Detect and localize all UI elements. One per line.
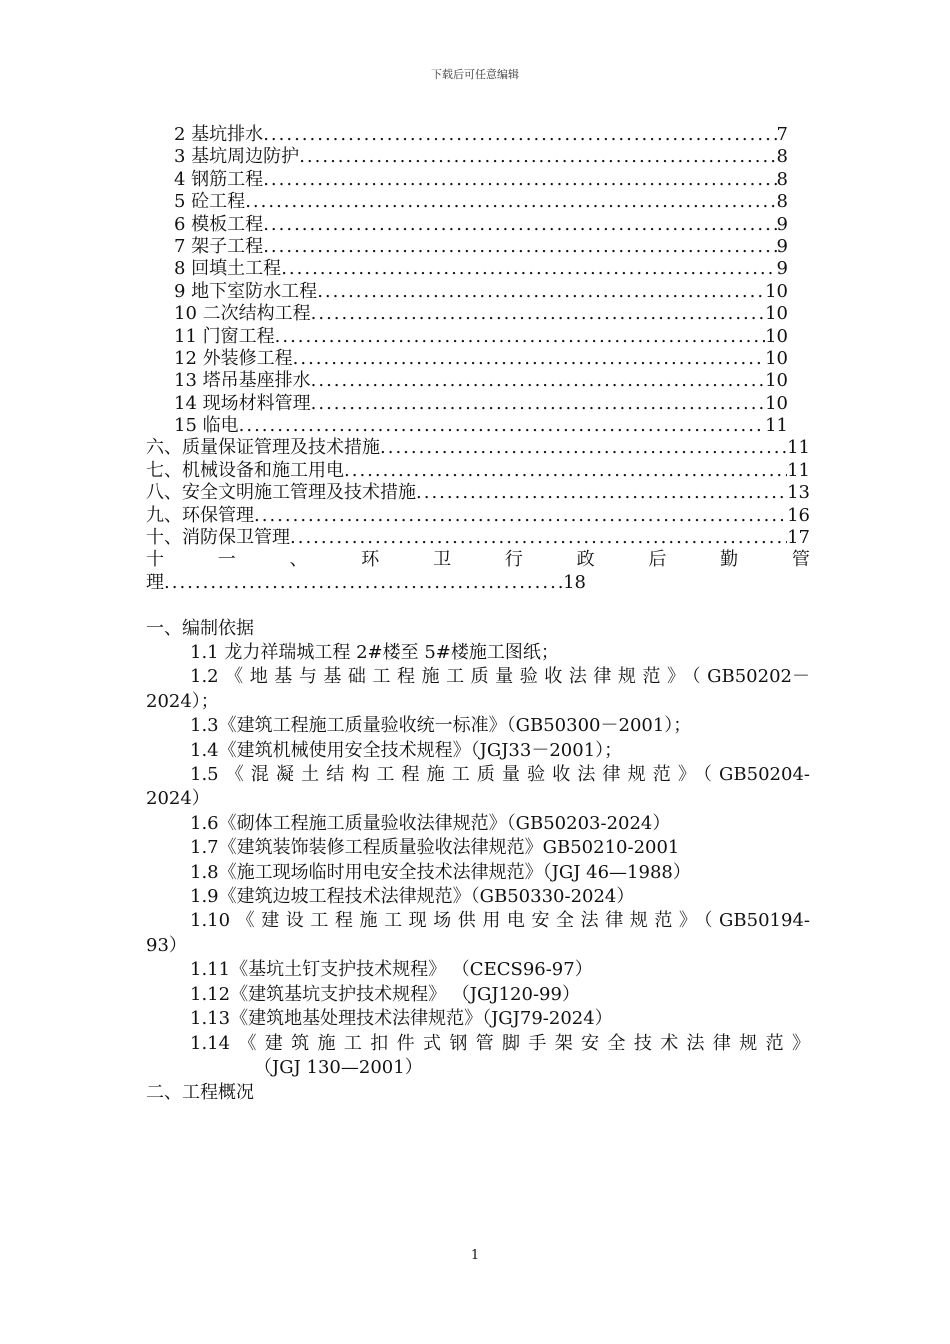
reference-text: 1.4《建筑机械使用安全技术规程》（JGJ33－2001）； (190, 739, 623, 761)
toc-item[interactable] (146, 326, 788, 348)
reference-item (146, 909, 810, 933)
toc-label-char: 管 (791, 549, 810, 571)
toc-page-number: 11 (787, 437, 810, 459)
toc-label: 九、环保管理 (146, 504, 254, 526)
toc-label-char: 政 (576, 549, 595, 571)
toc-page-number: 8 (776, 146, 788, 168)
toc-leader-dots (293, 348, 765, 370)
toc-label: 9 地下室防水工程 (174, 280, 318, 302)
toc-leader-dots (263, 214, 776, 236)
toc-leader-dots (311, 303, 765, 325)
toc-item[interactable] (146, 191, 788, 213)
reference-text: 1.8《施工现场临时用电安全技术法律规范》（JGJ 46—1988） (190, 861, 691, 883)
section-title: 二、工程概况 (146, 1082, 254, 1104)
toc-page-number: 10 (765, 303, 788, 325)
toc-page-number: 17 (787, 527, 810, 549)
toc-item-last-tail[interactable] (146, 572, 586, 594)
toc-label-char: 行 (504, 549, 523, 571)
toc-leader-dots (263, 124, 776, 146)
reference-item (146, 1007, 810, 1031)
toc-item[interactable] (146, 505, 810, 527)
toc-item-last-spread[interactable] (146, 549, 810, 571)
reference-continuation: （JGJ 130—2001） (254, 1056, 423, 1078)
reference-text: 1.14《建筑施工扣件式钢管脚手架安全技术法律规范》 (190, 1032, 810, 1054)
toc-leader-dots (380, 437, 787, 459)
reference-item (146, 1032, 810, 1056)
table-of-contents (146, 124, 810, 594)
toc-label-char: 十 (146, 549, 164, 571)
reference-item (146, 958, 810, 982)
toc-label: 14 现场材料管理 (174, 392, 311, 414)
toc-label: 3 基坑周边防护 (174, 146, 300, 168)
toc-label: 4 钢筋工程 (174, 168, 264, 190)
reference-text: 1.11《基坑土钉支护技术规程》 （CECS96-97） (190, 959, 593, 981)
toc-item[interactable] (146, 393, 788, 415)
toc-page-number: 8 (776, 191, 788, 213)
toc-page-number: 18 (563, 571, 586, 593)
toc-item[interactable] (146, 258, 788, 280)
reference-text: 1.5《混凝土结构工程施工质量验收法律规范》（GB50204- (190, 764, 810, 786)
toc-label: 理 (146, 571, 164, 593)
toc-label: 10 二次结构工程 (174, 303, 311, 325)
toc-leader-dots (275, 326, 765, 348)
toc-item[interactable] (146, 236, 788, 258)
toc-item[interactable] (146, 146, 788, 168)
toc-label: 八、安全文明施工管理及技术措施 (146, 482, 416, 504)
reference-text: 1.7《建筑装饰装修工程质量验收法律规范》GB50210-2001 (190, 837, 680, 859)
toc-label: 7 架子工程 (174, 235, 264, 257)
toc-leader-dots (311, 370, 765, 392)
toc-leader-dots (317, 281, 765, 303)
toc-label-char: 后 (648, 549, 667, 571)
toc-leader-dots (263, 169, 776, 191)
reference-item (146, 885, 810, 909)
toc-label-char: 卫 (433, 549, 452, 571)
toc-leader-dots (254, 505, 787, 527)
reference-item (146, 665, 810, 689)
toc-label: 6 模板工程 (174, 213, 264, 235)
toc-label: 2 基坑排水 (174, 124, 264, 145)
reference-text: 1.2《地基与基础工程施工质量验收法律规范》（GB50202－ (190, 666, 810, 688)
toc-item[interactable] (146, 415, 788, 437)
reference-item (146, 861, 810, 885)
toc-label: 12 外装修工程 (174, 347, 293, 369)
toc-leader-dots (263, 236, 776, 258)
toc-label-char: 环 (361, 549, 380, 571)
toc-page-number: 9 (776, 258, 788, 280)
toc-page-number: 10 (765, 392, 788, 414)
toc-page-number: 11 (765, 415, 788, 437)
toc-item[interactable] (146, 169, 788, 191)
toc-label-char: 勤 (720, 549, 739, 571)
toc-page-number: 10 (765, 370, 788, 392)
reference-item (146, 714, 810, 738)
toc-label: 5 砼工程 (174, 191, 246, 213)
toc-item[interactable] (146, 348, 788, 370)
page-number: 1 (470, 1248, 480, 1263)
reference-continuation: 2024） (146, 788, 210, 810)
toc-item[interactable] (146, 370, 788, 392)
toc-page-number: 7 (776, 124, 788, 145)
toc-label: 六、质量保证管理及技术措施 (146, 437, 380, 459)
toc-label: 15 临电 (174, 415, 239, 437)
reference-text: 1.9《建筑边坡工程技术法律规范》（GB50330-2024） (190, 886, 635, 908)
toc-leader-dots (290, 527, 787, 549)
toc-leader-dots (299, 146, 776, 168)
toc-label: 十、消防保卫管理 (146, 527, 290, 549)
toc-label-char: 一 (217, 549, 236, 571)
reference-text: 1.12《建筑基坑支护技术规程》 （JGJ120-99） (190, 983, 580, 1005)
reference-text: 1.10《建设工程施工现场供用电安全法律规范》（GB50194- (190, 910, 810, 932)
reference-text: 1.1 龙力祥瑞城工程 2#楼至 5#楼施工图纸； (190, 642, 559, 663)
toc-page-number: 11 (787, 459, 810, 481)
toc-page-number: 10 (765, 280, 788, 302)
toc-label: 8 回填土工程 (174, 258, 282, 280)
toc-label: 七、机械设备和施工用电 (146, 459, 344, 481)
toc-leader-dots (281, 258, 776, 280)
toc-item[interactable] (146, 303, 788, 325)
reference-item (146, 983, 810, 1007)
toc-label-char: 、 (289, 549, 308, 571)
reference-item (146, 739, 810, 763)
toc-page-number: 9 (776, 235, 788, 257)
toc-page-number: 10 (765, 347, 788, 369)
toc-item[interactable] (146, 437, 810, 459)
toc-page-number: 16 (787, 504, 810, 526)
toc-page-number: 13 (787, 482, 810, 504)
toc-item[interactable] (146, 482, 810, 504)
toc-page-number: 8 (776, 168, 788, 190)
toc-page-number: 9 (776, 213, 788, 235)
toc-leader-dots (245, 191, 776, 213)
toc-leader-dots (164, 572, 563, 594)
toc-leader-dots (239, 415, 765, 437)
toc-item[interactable] (146, 124, 788, 146)
reference-item (146, 812, 810, 836)
section-title: 一、编制依据 (146, 618, 254, 639)
toc-page-number: 10 (765, 325, 788, 347)
toc-leader-dots (344, 460, 787, 482)
toc-leader-dots (311, 393, 765, 415)
reference-continuation: 93） (146, 934, 187, 956)
toc-item[interactable] (146, 214, 788, 236)
toc-leader-dots (416, 482, 787, 504)
reference-text: 1.3《建筑工程施工质量验收统一标准》（GB50300－2001）； (190, 715, 692, 737)
toc-item[interactable] (146, 281, 788, 303)
toc-item[interactable] (146, 460, 810, 482)
reference-item (146, 641, 810, 665)
page-header: 下载后可任意编辑 (431, 68, 519, 81)
toc-label: 11 门窗工程 (174, 325, 275, 347)
reference-text: 1.13《建筑地基处理技术法律规范》（JGJ79-2024） (190, 1008, 613, 1030)
reference-continuation: 2024）； (146, 690, 219, 712)
toc-item[interactable] (146, 527, 810, 549)
document-body (146, 616, 810, 1105)
toc-label: 13 塔吊基座排水 (174, 370, 311, 392)
reference-text: 1.6《砌体工程施工质量验收法律规范》（GB50203-2024） (190, 812, 671, 834)
reference-item (146, 836, 810, 860)
reference-item (146, 763, 810, 787)
